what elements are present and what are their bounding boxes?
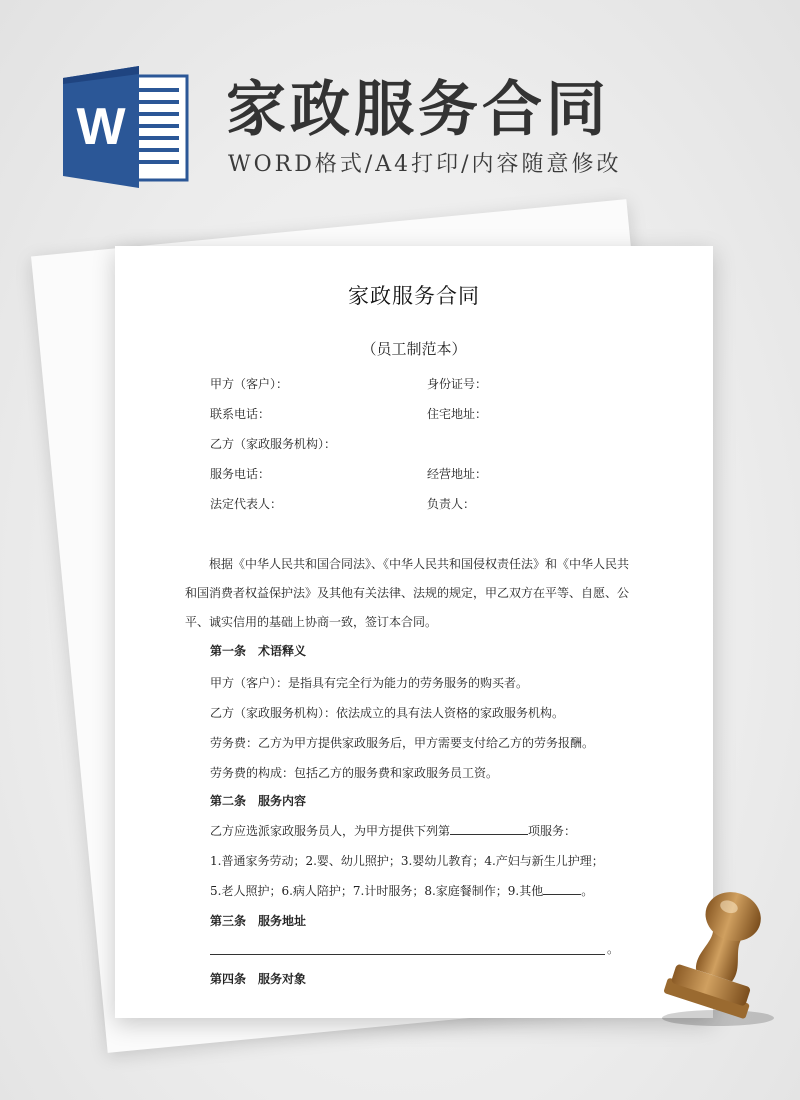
article-2-line-1 [210,822,576,839]
field-home-address: 住宅地址： [427,407,488,421]
document-title: 家政服务合同 [348,284,480,308]
service-address-blank[interactable] [210,954,605,955]
other-service-blank[interactable] [543,882,581,895]
field-id-number: 身份证号： [427,377,488,391]
article-2-line-3-prefix: 5.老人照护；6.病人陪护；7.计时服务；8.家庭餐制作；9.其他 [210,884,544,898]
field-phone: 联系电话： [210,407,271,421]
service-items-blank[interactable] [450,822,528,835]
article-2-line-1-prefix: 乙方应选派家政服务员人，为甲方提供下列第 [210,824,451,838]
hero-subtitle: WORD格式/A4打印/内容随意修改 [228,152,622,177]
service-address-end-mark: 。 [607,942,620,956]
word-logo-icon [63,66,191,188]
field-party-a: 甲方（客户）： [210,377,289,391]
field-person-in-charge: 负责人： [427,497,476,511]
hero-title: 家政服务合同 [226,75,610,145]
article-1-line: 乙方（家政服务机构）：依法成立的具有法人资格的家政服务机构。 [210,706,565,720]
article-1-heading: 第一条 术语释义 [210,644,307,658]
field-business-address: 经营地址： [427,467,488,481]
field-service-phone: 服务电话： [210,467,271,481]
wooden-stamp-icon [648,880,778,1030]
field-legal-rep: 法定代表人： [210,497,283,511]
document-subtitle: （员工制范本） [361,340,467,358]
article-2-heading: 第二条 服务内容 [210,794,307,808]
article-1-line: 劳务费：乙方为甲方提供家政服务后，甲方需要支付给乙方的劳务报酬。 [210,736,595,750]
article-4-heading: 第四条 服务对象 [210,972,307,986]
article-1-line: 甲方（客户）：是指具有完全行为能力的劳务服务的购买者。 [210,676,529,690]
article-2-line-2: 1.普通家务劳动；2.婴、幼儿照护；3.婴幼儿教育；4.产妇与新生儿护理； [210,854,604,868]
field-party-b: 乙方（家政服务机构）： [210,437,337,451]
article-1-line: 劳务费的构成：包括乙方的服务费和家政服务员工资。 [210,766,499,780]
document-page [115,246,713,1018]
intro-paragraph: 根据《中华人民共和国合同法》、《中华人民共和国侵权责任法》和《中华人民共和国消费者权益保护法》及其他有关法律、法规的规定，甲乙双方在平等、自愿、公平、诚实信用的基础上协商一致，签订本合同。 [185,557,630,629]
word-logo-letter: W [76,98,126,156]
article-2-line-1-suffix: 项服务： [528,824,577,838]
article-2-line-3-suffix: 。 [581,884,594,898]
article-2-line-3 [210,882,593,899]
article-3-heading: 第三条 服务地址 [210,914,307,928]
